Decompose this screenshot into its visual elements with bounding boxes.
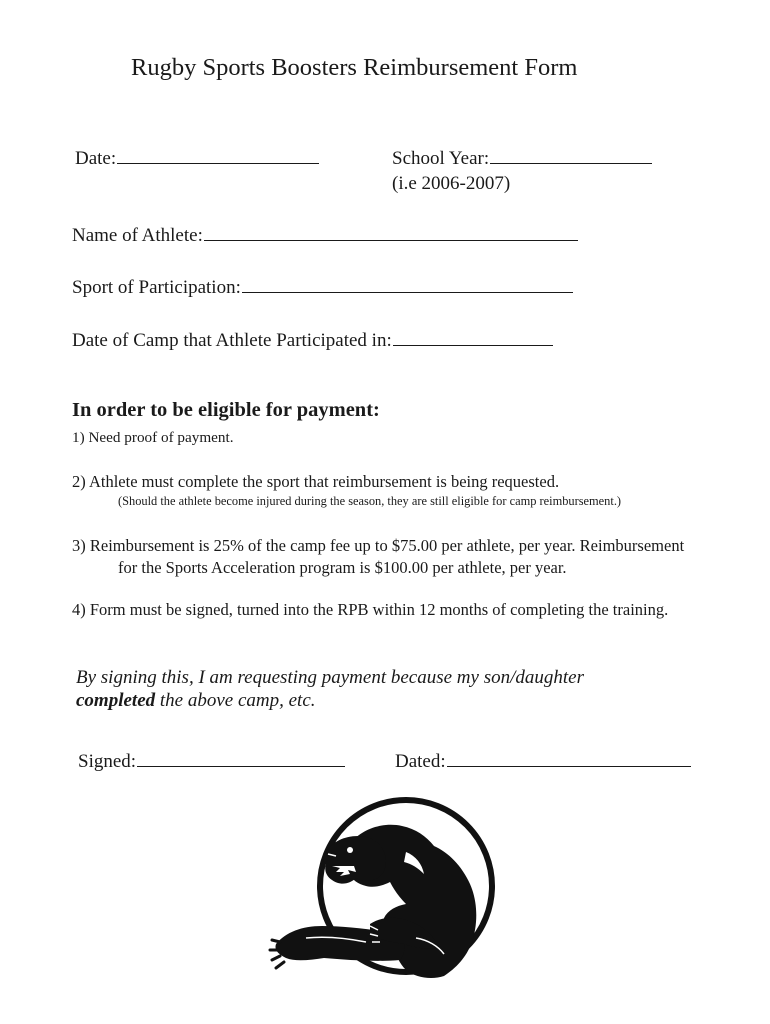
statement-line-2 <box>76 690 316 712</box>
school-year-label: School Year: <box>392 148 490 169</box>
signed-input-line[interactable] <box>137 765 345 767</box>
eligibility-heading: In order to be eligible for payment: <box>72 399 380 421</box>
statement-completed: completed <box>76 690 156 711</box>
sport-label: Sport of Participation: <box>72 277 241 298</box>
statement-rest: the above camp, etc. <box>155 690 316 711</box>
dated-input-line[interactable] <box>447 765 691 767</box>
school-year-field <box>392 148 652 170</box>
camp-date-field <box>72 330 553 352</box>
rule-2: 2) Athlete must complete the sport that reimbursement is being requested. <box>72 472 560 491</box>
statement-line-1: By signing this, I am requesting payment because my son/daughter <box>76 667 584 688</box>
sport-field <box>72 277 573 299</box>
date-label: Date: <box>75 148 117 169</box>
athlete-name-field <box>72 225 578 247</box>
panther-logo-icon <box>266 792 502 1006</box>
rule-3: 3) Reimbursement is 25% of the camp fee up to $75.00 per athlete, per year. Reimbursement <box>72 536 685 555</box>
form-title: Rugby Sports Boosters Reimbursement Form <box>131 54 578 81</box>
school-year-hint: (i.e 2006-2007) <box>392 173 511 194</box>
sport-input-line[interactable] <box>242 291 573 293</box>
rule-3-cont: for the Sports Acceleration program is $100.00 per athlete, per year. <box>118 558 567 577</box>
signed-field <box>78 751 345 773</box>
camp-date-label: Date of Camp that Athlete Participated in: <box>72 330 392 351</box>
rule-4: 4) Form must be signed, turned into the RPB within 12 months of completing the training. <box>72 600 669 619</box>
rule-2-note: (Should the athlete become injured during the season, they are still eligible for camp reimbursement.) <box>118 494 622 508</box>
signed-label: Signed: <box>78 751 137 772</box>
dated-label: Dated: <box>395 751 446 772</box>
dated-field <box>395 751 691 773</box>
rule-1: 1) Need proof of payment. <box>72 429 234 446</box>
school-year-input-line[interactable] <box>490 162 652 164</box>
athlete-name-label: Name of Athlete: <box>72 225 203 246</box>
athlete-name-input-line[interactable] <box>204 239 578 241</box>
date-field <box>75 148 319 170</box>
date-input-line[interactable] <box>117 162 319 164</box>
camp-date-input-line[interactable] <box>393 344 553 346</box>
